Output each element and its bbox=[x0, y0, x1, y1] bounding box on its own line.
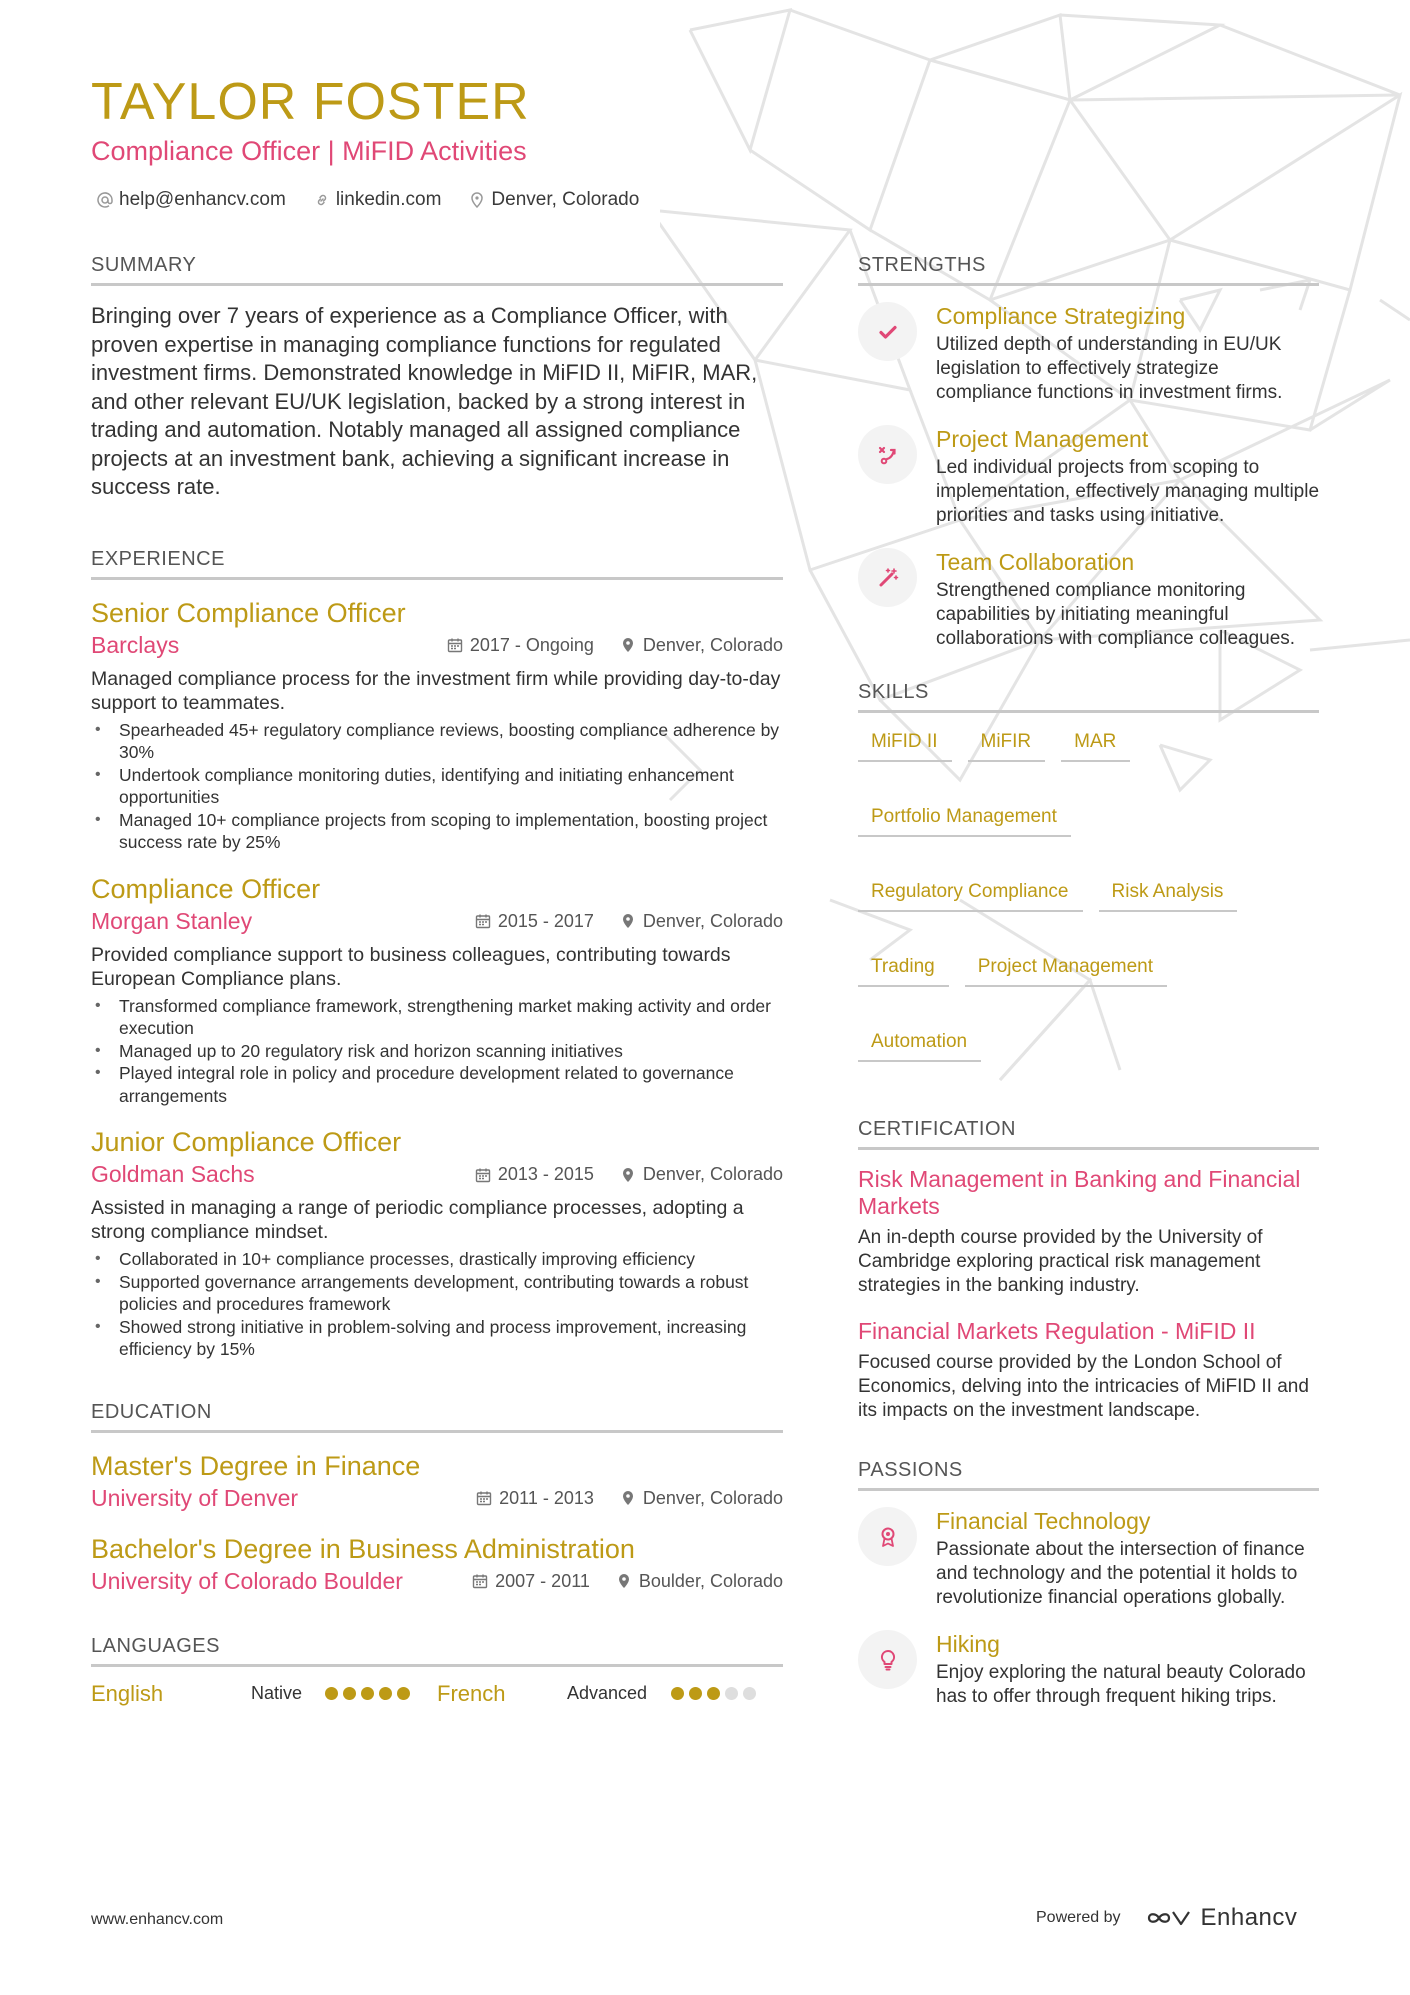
job-location: Denver, Colorado bbox=[642, 910, 783, 931]
strength-item bbox=[858, 425, 1319, 528]
company-name: Goldman Sachs bbox=[91, 1161, 255, 1187]
achievement-item: • Undertook compliance monitoring duties, identifying and initiating enhancement opportunities bbox=[91, 764, 783, 809]
rating-dot-filled bbox=[707, 1687, 720, 1700]
achievement-item: • Showed strong initiative in problem-solving and process improvement, increasing efficiency by 15% bbox=[91, 1316, 783, 1361]
job-dates: 2013 - 2015 bbox=[497, 1164, 594, 1184]
strength-item bbox=[858, 302, 1319, 405]
strengths-section bbox=[858, 254, 1319, 651]
location-pin-icon bbox=[620, 1167, 636, 1183]
strength-description: Strengthened compliance monitoring capabilities by initiating meaningful collaborations with compliance colleagues. bbox=[936, 580, 1296, 649]
rating-dot-empty bbox=[725, 1687, 738, 1700]
language-entry bbox=[91, 1681, 437, 1707]
passion-title: Hiking bbox=[936, 1631, 1000, 1657]
company-name: Barclays bbox=[91, 631, 180, 658]
skills-heading: SKILLS bbox=[858, 681, 1319, 713]
rating-dot-filled bbox=[379, 1687, 392, 1700]
calendar-icon bbox=[475, 1167, 491, 1183]
location-pin-icon bbox=[620, 637, 636, 653]
skill-tag: Portfolio Management bbox=[858, 806, 1071, 837]
rating-dot-filled bbox=[397, 1687, 410, 1700]
degree-title: Master's Degree in Finance bbox=[91, 1450, 421, 1481]
summary-heading: SUMMARY bbox=[91, 254, 783, 286]
strength-title: Team Collaboration bbox=[936, 549, 1135, 575]
strength-title: Compliance Strategizing bbox=[936, 303, 1186, 329]
job-description: Provided compliance support to business colleagues, contributing towards European Compliance plans. bbox=[91, 943, 731, 990]
skill-tag: Project Management bbox=[965, 956, 1167, 987]
experience-heading: EXPERIENCE bbox=[91, 548, 783, 580]
job-description: Assisted in managing a range of periodic compliance processes, adopting a strong compliance mindset. bbox=[91, 1197, 744, 1243]
rating-dot-filled bbox=[343, 1687, 356, 1700]
rating-dot-empty bbox=[743, 1687, 756, 1700]
passions-section bbox=[858, 1459, 1319, 1709]
language-name: English bbox=[91, 1680, 164, 1706]
passion-title: Financial Technology bbox=[936, 1508, 1151, 1534]
degree-title: Bachelor's Degree in Business Administration bbox=[91, 1533, 635, 1564]
strength-title: Project Management bbox=[936, 426, 1149, 452]
language-level: Native bbox=[251, 1683, 303, 1703]
contact-email[interactable] bbox=[97, 189, 286, 211]
passion-description: Enjoy exploring the natural beauty Colorado has to offer through frequent hiking trips. bbox=[936, 1662, 1306, 1707]
achievement-item: • Transformed compliance framework, strengthening market making activity and order execution bbox=[91, 995, 783, 1040]
rating-dot-filled bbox=[325, 1687, 338, 1700]
passions-heading: PASSIONS bbox=[858, 1459, 1319, 1491]
certification-description: Focused course provided by the London School of Economics, delving into the intricacies of MiFID II and its impacts on the investment landscape. bbox=[858, 1352, 1309, 1421]
languages-section bbox=[91, 1635, 783, 1707]
certification-item bbox=[858, 1166, 1319, 1298]
education-entry bbox=[91, 1532, 783, 1595]
calendar-icon bbox=[472, 1573, 488, 1589]
experience-entry bbox=[91, 1125, 783, 1361]
location-pin-icon bbox=[620, 1490, 636, 1506]
award-ribbon-icon bbox=[876, 1525, 900, 1549]
education-dates: 2007 - 2011 bbox=[495, 1570, 590, 1591]
left-column bbox=[91, 254, 783, 1707]
education-location: Denver, Colorado bbox=[642, 1487, 783, 1508]
contact-linkedin-text: linkedin.com bbox=[335, 189, 442, 210]
skill-tag: MAR bbox=[1061, 731, 1130, 762]
education-location: Boulder, Colorado bbox=[638, 1570, 783, 1591]
calendar-icon bbox=[475, 913, 491, 929]
certification-section bbox=[858, 1118, 1319, 1423]
calendar-icon bbox=[476, 1490, 492, 1506]
location-pin-icon bbox=[620, 913, 636, 929]
job-description: Managed compliance process for the investment firm while providing day-to-day support to teammates. bbox=[91, 667, 781, 714]
location-pin-icon bbox=[616, 1573, 632, 1589]
achievement-item: • Spearheaded 45+ regulatory compliance reviews, boosting compliance adherence by 30% bbox=[91, 719, 783, 764]
checkmark-icon bbox=[876, 320, 900, 344]
language-entry bbox=[437, 1681, 783, 1707]
job-title: Senior Compliance Officer bbox=[91, 597, 406, 628]
rating-dot-filled bbox=[689, 1687, 702, 1700]
education-section bbox=[91, 1401, 783, 1595]
education-heading: EDUCATION bbox=[91, 1401, 783, 1433]
contact-location bbox=[469, 189, 639, 211]
certification-title: Risk Management in Banking and Financial Markets bbox=[858, 1166, 1301, 1219]
passion-item bbox=[858, 1507, 1319, 1610]
school-name: University of Colorado Boulder bbox=[91, 1567, 403, 1594]
summary-section bbox=[91, 254, 783, 502]
achievement-item: • Managed up to 20 regulatory risk and horizon scanning initiatives bbox=[91, 1040, 783, 1063]
passion-item bbox=[858, 1630, 1319, 1709]
certification-heading: CERTIFICATION bbox=[858, 1118, 1319, 1150]
job-dates: 2015 - 2017 bbox=[497, 910, 594, 931]
skills-section bbox=[858, 681, 1319, 1062]
calendar-icon bbox=[447, 637, 463, 653]
magic-wand-icon bbox=[876, 566, 900, 590]
certification-title: Financial Markets Regulation - MiFID II bbox=[858, 1318, 1256, 1344]
candidate-title: Compliance Officer | MiFID Activities bbox=[91, 136, 527, 166]
skills-list bbox=[858, 729, 1319, 1062]
rating-dot-filled bbox=[361, 1687, 374, 1700]
skill-tag: Trading bbox=[858, 956, 949, 987]
brand-name: Enhancv bbox=[1200, 1904, 1298, 1931]
footer-branding bbox=[1036, 1904, 1297, 1932]
contact-bar bbox=[97, 189, 639, 211]
job-achievements bbox=[91, 719, 783, 854]
language-level: Advanced bbox=[567, 1683, 648, 1703]
language-rating bbox=[325, 1687, 410, 1700]
right-column bbox=[858, 254, 1319, 1729]
contact-linkedin[interactable] bbox=[314, 189, 442, 211]
language-name: French bbox=[437, 1680, 506, 1706]
strength-description: Led individual projects from scoping to implementation, effectively managing multiple priorities and tasks using initiative. bbox=[936, 457, 1320, 526]
skill-tag: MiFID II bbox=[858, 731, 952, 762]
brand-logo[interactable] bbox=[1145, 1904, 1298, 1932]
school-name: University of Denver bbox=[91, 1484, 299, 1511]
achievement-item: • Managed 10+ compliance projects from scoping to implementation, boosting project success rate by 25% bbox=[91, 809, 783, 854]
job-dates: 2017 - Ongoing bbox=[469, 634, 594, 655]
rating-dot-filled bbox=[671, 1687, 684, 1700]
education-dates: 2011 - 2013 bbox=[499, 1487, 594, 1508]
link-icon bbox=[314, 192, 330, 208]
footer-website-link[interactable]: www.enhancv.com bbox=[91, 1911, 224, 1928]
location-pin-icon bbox=[469, 192, 485, 208]
summary-text: Bringing over 7 years of experience as a Compliance Officer, with proven expertise in managing compliance functions for regulated investment firms. Demonstrated knowledge in MiFID II, MiFIR, MAR, and other relevant EU/UK legislation, backed by a strong interest in trading and automation. Notably managed all assigned compliance projects at an investment bank, achieving a significant increase in success rate. bbox=[91, 303, 758, 499]
company-name: Morgan Stanley bbox=[91, 907, 253, 934]
lightbulb-icon bbox=[876, 1648, 900, 1672]
skill-tag: Risk Analysis bbox=[1099, 881, 1238, 912]
job-achievements bbox=[91, 995, 783, 1108]
strength-description: Utilized depth of understanding in EU/UK legislation to effectively strategize compliance functions in investment firms. bbox=[936, 334, 1283, 403]
skill-tag: MiFIR bbox=[968, 731, 1046, 762]
strategy-icon bbox=[876, 443, 900, 467]
powered-by-label: Powered by bbox=[1036, 1909, 1121, 1926]
certification-item bbox=[858, 1318, 1319, 1423]
contact-location-text: Denver, Colorado bbox=[491, 189, 640, 210]
skill-tag: Automation bbox=[858, 1031, 981, 1062]
skill-tag: Regulatory Compliance bbox=[858, 881, 1083, 912]
job-title: Junior Compliance Officer bbox=[91, 1127, 402, 1157]
enhancv-logo-icon bbox=[1145, 1906, 1193, 1930]
candidate-name: TAYLOR FOSTER bbox=[91, 73, 530, 131]
certification-description: An in-depth course provided by the University of Cambridge exploring practical risk management strategies in the banking industry. bbox=[858, 1227, 1263, 1296]
job-location: Denver, Colorado bbox=[642, 1164, 783, 1184]
at-icon bbox=[97, 192, 113, 208]
job-achievements bbox=[91, 1248, 783, 1361]
experience-section bbox=[91, 548, 783, 1361]
job-title: Compliance Officer bbox=[91, 873, 321, 904]
strength-item bbox=[858, 548, 1319, 651]
strengths-heading: STRENGTHS bbox=[858, 254, 1319, 286]
passion-description: Passionate about the intersection of finance and technology and the potential it holds to revolutionize financial operations globally. bbox=[936, 1539, 1305, 1608]
languages-heading: LANGUAGES bbox=[91, 1635, 783, 1667]
achievement-item: • Collaborated in 10+ compliance processes, drastically improving efficiency bbox=[91, 1248, 783, 1271]
achievement-item: • Played integral role in policy and procedure development related to governance arrangements bbox=[91, 1062, 783, 1107]
language-rating bbox=[671, 1687, 756, 1700]
contact-email-text: help@enhancv.com bbox=[119, 189, 286, 210]
experience-entry bbox=[91, 872, 783, 1108]
experience-entry bbox=[91, 596, 783, 854]
education-entry bbox=[91, 1449, 783, 1512]
achievement-item: • Supported governance arrangements development, contributing towards a robust policies and procedures framework bbox=[91, 1271, 783, 1316]
job-location: Denver, Colorado bbox=[642, 634, 783, 655]
